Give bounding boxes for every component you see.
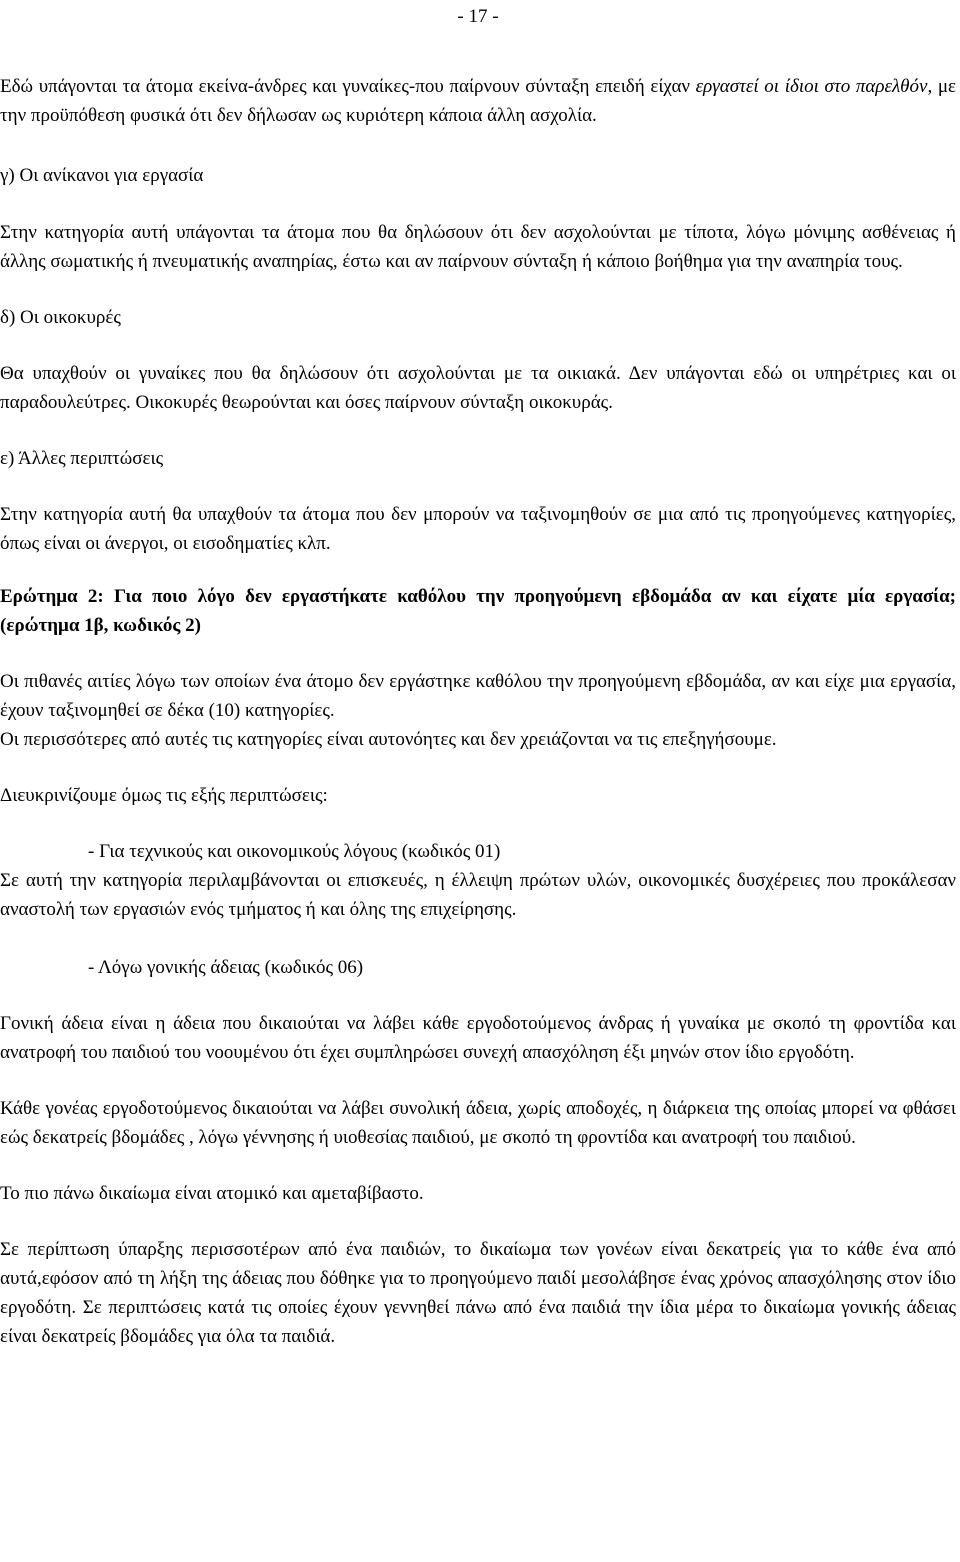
subheading-technical-reasons: - Για τεχνικούς και οικονομικούς λόγους (κωδικός 01) [88, 841, 501, 862]
paragraph-text: Εδώ υπάγονται τα άτομα εκείνα-άνδρες και γυναίκες-που παίρνουν σύνταξη επειδή είχαν [0, 76, 696, 97]
paragraph-multiple-children: Σε περίπτωση ύπαρξης περισσοτέρων από ένα παιδιών, το δικαίωμα των γονέων είναι δεκατρείς για το κάθε ένα από αυτά,εφόσον από τη λήξη της άδειας που δόθηκε για το προηγούμενο παιδί μεσολάβησε ένας χρόνος απασχόλησης στον ίδιο εργοδότη. Σε περιπτώσεις κατά τις οποίες έχουν γεννηθεί πάνω από ένα παιδιά την ίδια μέρα το δικαίωμα γονικής άδειας είναι δεκατρείς βδομάδες για όλα τα παιδιά. [0, 1239, 956, 1347]
paragraph-disabled: Στην κατηγορία αυτή υπάγονται τα άτομα που θα δηλώσουν ότι δεν ασχολούνται με τίποτα, λόγω μόνιμης ασθένειας ή άλλης σωματικής ή πνευματικής αναπηρίας, έστω και αν παίρνουν σύνταξη ή κάποιο βοήθημα για την αναπηρία τους. [0, 222, 956, 272]
paragraph-pensioners [0, 72, 956, 130]
paragraph-causes: Οι πιθανές αιτίες λόγω των οποίων ένα άτομο δεν εργάστηκε καθόλου την προηγούμενη εβδομάδα, αν και είχε μια εργασία, έχουν ταξινομηθεί σε δέκα (10) κατηγορίες. [0, 671, 956, 721]
italic-phrase: εργαστεί οι ίδιοι στο παρελθόν [695, 76, 928, 97]
paragraph-self-evident: Οι περισσότερες από αυτές τις κατηγορίες είναι αυτονόητες και δεν χρειάζονται να τις επεξηγήσουμε. [0, 729, 777, 750]
paragraph-text: , με την προϋπόθεση φυσικά ότι δεν δήλωσαν ως κυριότερη κάποια άλλη ασχολία. [0, 76, 956, 126]
paragraph-clarify: Διευκρινίζουμε όμως τις εξής περιπτώσεις: [0, 785, 328, 806]
paragraph-other-cases: Στην κατηγορία αυτή θα υπαχθούν τα άτομα που δεν μπορούν να ταξινομηθούν σε μια από τις προηγούμενες κατηγορίες, όπως είναι οι άνεργοι, οι εισοδηματίες κλπ. [0, 504, 956, 554]
paragraph-parental-leave-definition: Γονική άδεια είναι η άδεια που δικαιούται να λάβει κάθε εργοδοτούμενος άνδρας ή γυναίκα με σκοπό τη φροντίδα και ανατροφή του παιδιού του νοουμένου ότι έχει συμπληρώσει συνεχή απασχόληση έξι μηνών στον ίδιο εργοδότη. [0, 1013, 956, 1063]
question-heading: Ερώτημα 2: Για ποιο λόγο δεν εργαστήκατε καθόλου την προηγούμενη εβδομάδα αν και είχατε μία εργασία; (ερώτημα 1β, κωδικός 2) [0, 586, 956, 636]
page-number: - 17 - [457, 6, 499, 27]
heading-other-cases: ε) Άλλες περιπτώσεις [0, 448, 164, 469]
heading-housewives: δ) Οι οικοκυρές [0, 307, 121, 328]
paragraph-housewives: Θα υπαχθούν οι γυναίκες που θα δηλώσουν ότι ασχολούνται με τα οικιακά. Δεν υπάγονται εδώ οι υπηρέτριες και οι παραδουλεύτρες. Οικοκυρές θεωρούνται και όσες παίρνουν σύνταξη οικοκυράς. [0, 363, 956, 413]
paragraph-individual-right: Το πιο πάνω δικαίωμα είναι ατομικό και αμεταβίβαστο. [0, 1183, 424, 1204]
paragraph-parental-leave-duration: Κάθε γονέας εργοδοτούμενος δικαιούται να λάβει συνολική άδεια, χωρίς αποδοχές, η διάρκεια της οποίας μπορεί να φθάσει εώς δεκατρείς βδομάδες , λόγω γέννησης ή υιοθεσίας παιδιού, με σκοπό τη φροντίδα και ανατροφή του παιδιού. [0, 1098, 956, 1148]
paragraph-technical-reasons: Σε αυτή την κατηγορία περιλαμβάνονται οι επισκευές, η έλλειψη πρώτων υλών, οικονομικές δυσχέρειες που προκάλεσαν αναστολή των εργασιών ενός τμήματος ή και όλης της επιχείρησης. [0, 870, 956, 920]
subheading-parental-leave: - Λόγω γονικής άδειας (κωδικός 06) [88, 957, 364, 978]
heading-disabled: γ) Οι ανίκανοι για εργασία [0, 165, 204, 186]
